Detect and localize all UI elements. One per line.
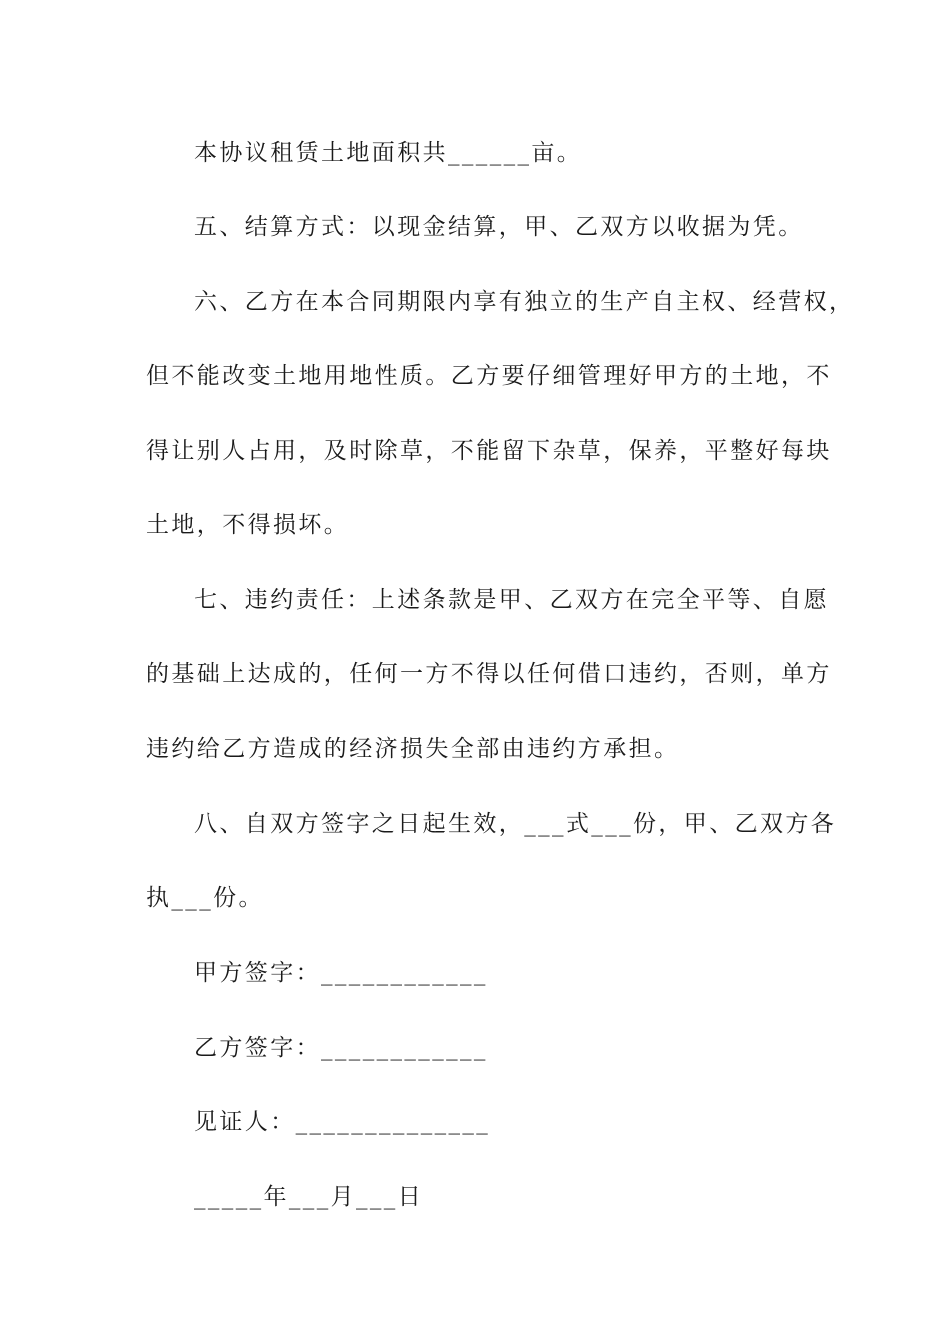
settlement-clause: 五、结算方式：以现金结算，甲、乙双方以收据为凭。 [194,214,804,240]
liability-clause-line-2: 的基础上达成的，任何一方不得以任何借口违约，否则，单方 [146,661,832,687]
liability-clause-line-3: 违约给乙方造成的经济损失全部由违约方承担。 [146,736,680,762]
date-line: _____年___月___日 [194,1184,424,1210]
rights-clause-line-2: 但不能改变土地用地性质。乙方要仔细管理好甲方的土地，不 [146,363,832,389]
liability-clause-line-1: 七、违约责任：上述条款是甲、乙双方在完全平等、自愿 [194,587,829,613]
party-b-signature: 乙方签字：____________ [194,1035,488,1061]
party-a-signature: 甲方签字：____________ [194,960,488,986]
rights-clause-line-1: 六、乙方在本合同期限内享有独立的生产自主权、经营权， [194,289,855,315]
rights-clause-line-4: 土地，不得损坏。 [146,512,350,538]
effective-clause-line-2: 执___份。 [146,885,264,911]
witness-signature: 见证人：______________ [194,1109,491,1135]
land-area-clause: 本协议租赁土地面积共______亩。 [194,140,583,166]
effective-clause-line-1: 八、自双方签字之日起生效，___式___份，甲、乙双方各 [194,811,837,837]
rights-clause-line-3: 得让别人占用，及时除草，不能留下杂草，保养，平整好每块 [146,438,832,464]
